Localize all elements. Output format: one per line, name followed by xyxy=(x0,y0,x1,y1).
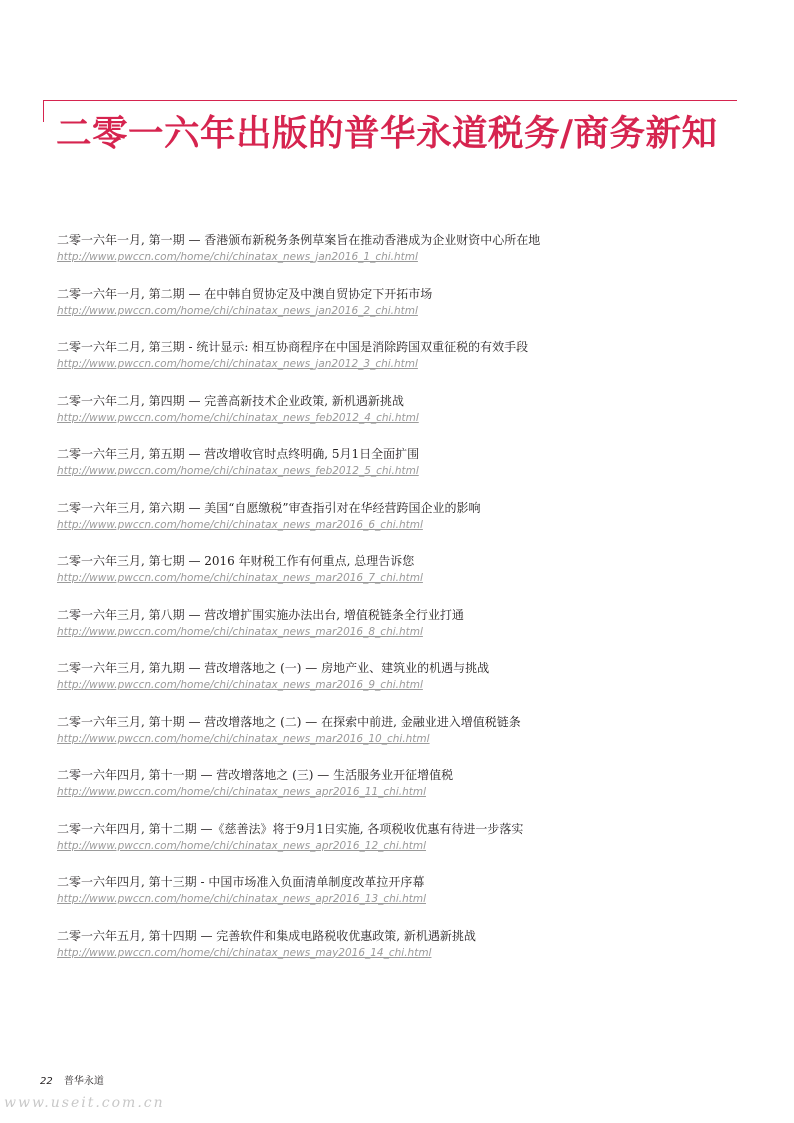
list-item xyxy=(57,713,757,767)
list-item xyxy=(57,338,757,392)
issue-link[interactable]: http://www.pwccn.com/home/chi/chinatax_news_mar2016_8_chi.html xyxy=(57,625,423,638)
issue-title: 二零一六年四月, 第十三期 - 中国市场准入负面清单制度改革拉开序幕 xyxy=(57,875,425,889)
list-item xyxy=(57,445,757,499)
list-item xyxy=(57,820,757,874)
list-item xyxy=(57,285,757,339)
issue-title: 二零一六年一月, 第一期 — 香港颁布新税务条例草案旨在推动香港成为企业财资中心所在地 xyxy=(57,233,541,247)
issue-title: 二零一六年五月, 第十四期 — 完善软件和集成电路税收优惠政策, 新机遇新挑战 xyxy=(57,928,476,943)
issue-title: 二零一六年二月, 第四期 — 完善高新技术企业政策, 新机遇新挑战 xyxy=(57,393,404,408)
issue-link[interactable]: http://www.pwccn.com/home/chi/chinatax_news_mar2016_9_chi.html xyxy=(57,679,423,691)
issue-link[interactable]: http://www.pwccn.com/home/chi/chinatax_news_feb2012_4_chi.html xyxy=(57,411,419,424)
issue-link[interactable]: http://www.pwccn.com/home/chi/chinatax_news_apr2016_13_chi.html xyxy=(57,893,427,905)
issue-link[interactable]: http://www.pwccn.com/home/chi/chinatax_news_mar2016_10_chi.html xyxy=(57,732,430,745)
issue-list xyxy=(57,231,757,980)
issue-title: 二零一六年三月, 第十期 — 营改增落地之 (二) — 在探索中前进, 金融业进入增值税链条 xyxy=(57,714,521,729)
title-frame-left-rule xyxy=(43,100,44,122)
issue-link[interactable]: http://www.pwccn.com/home/chi/chinatax_news_jan2012_3_chi.html xyxy=(57,358,418,370)
page-number: 22 xyxy=(40,1076,53,1087)
issue-link[interactable]: http://www.pwccn.com/home/chi/chinatax_news_jan2016_2_chi.html xyxy=(57,304,418,317)
list-item xyxy=(57,552,757,606)
issue-link[interactable]: http://www.pwccn.com/home/chi/chinatax_news_may2016_14_chi.html xyxy=(57,946,432,959)
title-frame-top-rule xyxy=(43,100,737,101)
issue-link[interactable]: http://www.pwccn.com/home/chi/chinatax_news_mar2016_6_chi.html xyxy=(57,518,423,531)
list-item xyxy=(57,766,757,820)
list-item xyxy=(57,659,757,713)
issue-title: 二零一六年三月, 第九期 — 营改增落地之 (一) — 房地产业、建筑业的机遇与挑战 xyxy=(57,661,490,675)
list-item xyxy=(57,231,757,285)
list-item xyxy=(57,873,757,927)
issue-title: 二零一六年三月, 第八期 — 营改增扩围实施办法出台, 增值税链条全行业打通 xyxy=(57,607,464,622)
issue-title: 二零一六年二月, 第三期 - 统计显示: 相互协商程序在中国是消除跨国双重征税的有效手段 xyxy=(57,340,529,354)
issue-link[interactable]: http://www.pwccn.com/home/chi/chinatax_news_feb2012_5_chi.html xyxy=(57,465,419,477)
list-item xyxy=(57,927,757,981)
issue-title: 二零一六年四月, 第十二期 —《慈善法》将于9月1日实施, 各项税收优惠有待进一步落实 xyxy=(57,821,524,836)
issue-title: 二零一六年四月, 第十一期 — 营改增落地之 (三) — 生活服务业开征增值税 xyxy=(57,768,454,782)
page-title: 二零一六年出版的普华永道税务/商务新知 xyxy=(56,113,718,154)
issue-link[interactable]: http://www.pwccn.com/home/chi/chinatax_news_apr2016_11_chi.html xyxy=(57,786,427,798)
issue-link[interactable]: http://www.pwccn.com/home/chi/chinatax_news_apr2016_12_chi.html xyxy=(57,839,427,852)
issue-link[interactable]: http://www.pwccn.com/home/chi/chinatax_news_mar2016_7_chi.html xyxy=(57,572,423,584)
footer-brand: 普华永道 xyxy=(63,1076,104,1087)
list-item xyxy=(57,606,757,660)
issue-title: 二零一六年一月, 第二期 — 在中韩自贸协定及中澳自贸协定下开拓市场 xyxy=(57,286,433,301)
list-item xyxy=(57,499,757,553)
watermark: www.useit.com.cn xyxy=(4,1095,165,1111)
page-footer xyxy=(40,1072,104,1087)
issue-title: 二零一六年三月, 第五期 — 营改增收官时点终明确, 5月1日全面扩围 xyxy=(57,447,420,461)
issue-title: 二零一六年三月, 第七期 — 2016 年财税工作有何重点, 总理告诉您 xyxy=(57,554,415,568)
issue-link[interactable]: http://www.pwccn.com/home/chi/chinatax_news_jan2016_1_chi.html xyxy=(57,251,418,263)
issue-title: 二零一六年三月, 第六期 — 美国“自愿缴税”审查指引对在华经营跨国企业的影响 xyxy=(57,500,481,515)
list-item xyxy=(57,392,757,446)
